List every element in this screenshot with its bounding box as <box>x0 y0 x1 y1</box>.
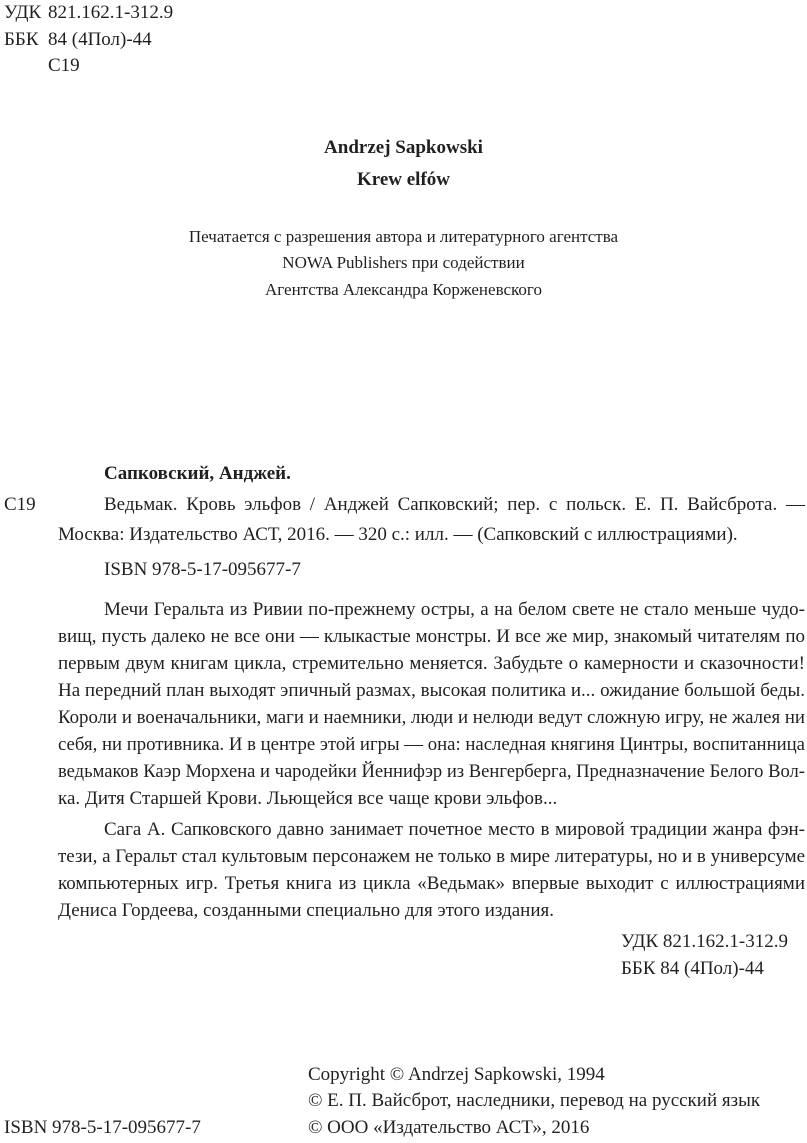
annotation-line: первым двум книгам цикла, стремительно меняется. Забудьте о камерности и сказочности! <box>58 653 805 674</box>
author-sign: С19 <box>48 55 80 76</box>
annotation-line: Дениса Гордеева, созданными специально для этого издания. <box>58 900 555 921</box>
annotation-line: Короли и военачальники, маги и наемники, люди и нелюди ведут сложную игру, не жалея ни <box>58 707 805 728</box>
author-heading: Сапковский, Анджей. <box>104 463 291 484</box>
annotation-line: ка. Дитя Старшей Крови. Льющейся все чаще крови эльфов... <box>58 788 558 809</box>
bib-line: Ведьмак. Кровь эльфов / Анджей Сапковский; пер. с польск. Е. П. Вайсброта. — <box>104 494 805 515</box>
bib-line: Москва: Издательство АСТ, 2016. — 320 с.: илл. — (Сапковский с иллюстрациями). <box>58 524 738 545</box>
permission-line: NOWA Publishers при содействии <box>282 253 525 272</box>
annotation-line: Сага А. Сапковского давно занимает почетное место в мировой традиции жанра фэн- <box>104 819 805 840</box>
copyright-line: Copyright © Andrzej Sapkowski, 1994 <box>308 1064 605 1085</box>
annotation-line: себя, ни противника. И в центре этой игры — она: наследная княгиня Цинтры, воспитанница <box>58 734 805 755</box>
bbk-label: ББК <box>4 29 39 50</box>
author-sign: С19 <box>4 494 36 515</box>
permission-line: Агентства Александра Корженевского <box>265 280 542 299</box>
original-title: Krew elfów <box>356 169 451 190</box>
permission-line: Печатается с разрешения автора и литературного агентства <box>188 227 619 246</box>
annotation-line: компьютерных игр. Третья книга из цикла «Ведьмак» впервые выходит с иллюстрациями <box>58 873 805 894</box>
footer-isbn: ISBN 978-5-17-095677-7 <box>4 1117 201 1138</box>
udk-label: УДК <box>4 2 42 23</box>
annotation-line: ведьмаков Каэр Морхена и чародейки Йеннифэр из Венгерберга, Предназначение Белого Вол- <box>58 761 805 782</box>
copyright-line: © ООО «Издательство АСТ», 2016 <box>308 1117 590 1138</box>
isbn: ISBN 978-5-17-095677-7 <box>104 559 301 580</box>
original-author: Andrzej Sapkowski <box>324 137 483 158</box>
bbk-value: 84 (4Пол)-44 <box>48 29 152 50</box>
annotation-line: Мечи Геральта из Ривии по-прежнему остры, а на белом свете не стало меньше чудо- <box>104 599 805 620</box>
annotation-line: тези, а Геральт стал культовым персонажем не только в мире литературы, но и в универсуме <box>58 846 805 867</box>
copyright-line: © Е. П. Вайсброт, наследники, перевод на русский язык <box>308 1090 761 1111</box>
udk: УДК 821.162.1-312.9 <box>621 931 788 952</box>
annotation-line: На передний план выходят эпичный размах, высокая политика и... ожидание большой беды. <box>58 680 805 701</box>
annotation-line: вищ, пусть далеко не все они — клыкастые монстры. И все же мир, знакомый читателям по <box>58 626 805 647</box>
bbk: ББК 84 (4Пол)-44 <box>621 958 764 979</box>
udk-value: 821.162.1-312.9 <box>48 2 174 23</box>
